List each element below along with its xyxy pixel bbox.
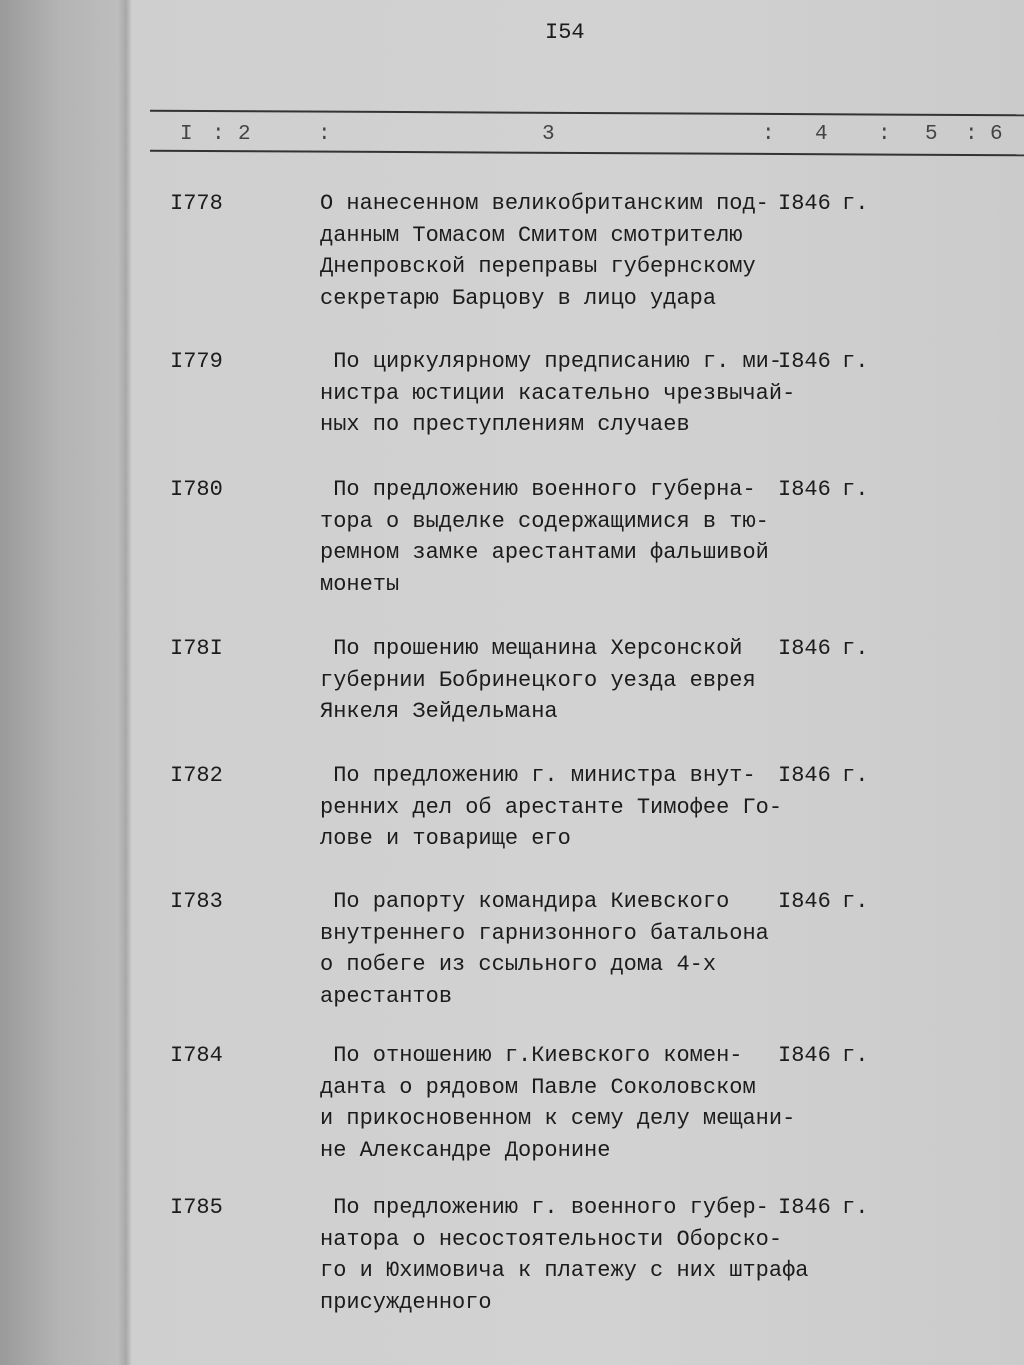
entry-description-line: го и Юхимовича к платежу с них штрафа (320, 1258, 809, 1283)
entry-year: I846 (778, 636, 831, 661)
column-header-3: 3 (542, 123, 555, 146)
entry-description (320, 188, 780, 314)
entry-description-line: арестантов (320, 983, 453, 1009)
entry-description-line: ремном замке арестантами фальшивой (320, 540, 769, 565)
column-header-6: 6 (990, 123, 1003, 146)
entry-year: I846 (778, 763, 831, 788)
column-header-2: 2 (238, 123, 251, 146)
entry-description-line: о побеге из ссыльного дома 4-х (320, 952, 717, 977)
entry-year-unit: г. (842, 763, 869, 788)
entry-year: I846 (778, 477, 831, 502)
entry-description-line: По рапорту командира Киевского (320, 889, 730, 914)
entry-year: I846 (778, 191, 831, 216)
entry-number: I783 (170, 889, 223, 914)
entry-year: I846 (778, 889, 831, 914)
entry-number: I778 (170, 191, 223, 216)
entry-description-line: По предложению военного губерна- (320, 477, 756, 502)
entry-description (320, 346, 796, 441)
entry-description-line: По циркулярному предписанию г. ми- (320, 349, 783, 374)
entry-description-line: О нанесенном великобританским под- (320, 191, 769, 216)
entry-description-line: натора о несостоятельности Оборско- (320, 1226, 783, 1252)
entry-description-line: внутреннего гарнизонного батальона (320, 920, 769, 946)
column-separator: : (212, 123, 225, 146)
entry-description (320, 474, 780, 600)
entry-year-unit: г. (842, 191, 869, 216)
entry-year-unit: г. (842, 889, 869, 914)
entry-year-unit: г. (842, 1043, 869, 1068)
entry-number: I78I (170, 636, 223, 661)
entry-description-line: нистра юстиции касательно чрезвычай- (320, 380, 796, 406)
entry-description-line: По отношению г.Киевского комен- (320, 1043, 743, 1068)
entry-description-line: По предложению г. военного губер- (320, 1195, 769, 1220)
entry-description-line: и прикосновенном к сему делу мещани- (320, 1106, 796, 1131)
entry-description-line: лове и товарище его (320, 826, 571, 851)
entry-description (320, 633, 780, 728)
entry-number: I785 (170, 1195, 223, 1220)
entry-description-line: По предложению г. министра внут- (320, 763, 756, 788)
entry-number: I779 (170, 349, 223, 374)
column-separator: : (965, 123, 978, 146)
entry-description (320, 1040, 796, 1166)
column-separator: : (878, 123, 891, 146)
entry-description-line: ренних дел об арестанте Тимофее Го- (320, 794, 783, 820)
entry-description (320, 760, 783, 855)
entry-year-unit: г. (842, 636, 869, 661)
column-header-5: 5 (925, 123, 938, 146)
entry-number: I784 (170, 1043, 223, 1068)
column-header-1: I (180, 123, 193, 146)
entry-year-unit: г. (842, 477, 869, 502)
entry-description-line: монеты (320, 571, 400, 597)
page-number: I54 (545, 20, 585, 45)
entry-description-line: тора о выделке содержащимися в тю- (320, 508, 769, 534)
entry-description-line: секретарю Барцову в лицо удара (320, 285, 717, 311)
entry-year-unit: г. (842, 1195, 869, 1220)
header-bottom-rule (150, 150, 1024, 157)
column-separator: : (762, 123, 775, 146)
entry-description-line: ных по преступлениям случаев (320, 412, 690, 437)
column-separator: : (318, 123, 331, 146)
entry-description-line: Янкеля Зейдельмана (320, 699, 558, 724)
entry-year: I846 (778, 349, 831, 374)
entry-description-line: губернии Бобринецкого уезда еврея (320, 667, 756, 693)
entry-description-line: данным Томасом Смитом смотрителю (320, 222, 743, 248)
header-top-rule (150, 110, 1024, 117)
entry-year: I846 (778, 1043, 831, 1068)
entry-description-line: Днепровской переправы губернскому (320, 254, 756, 279)
entry-description-line: не Александре Доронине (320, 1137, 611, 1163)
entry-year-unit: г. (842, 349, 869, 374)
entry-description-line: данта о рядовом Павле Соколовском (320, 1074, 756, 1100)
entry-year: I846 (778, 1195, 831, 1220)
entry-number: I780 (170, 477, 223, 502)
entry-number: I782 (170, 763, 223, 788)
entry-description-line: присужденного (320, 1289, 492, 1315)
entry-description (320, 886, 780, 1012)
entry-description-line: По прошению мещанина Херсонской (320, 636, 743, 661)
column-header-4: 4 (815, 123, 828, 146)
